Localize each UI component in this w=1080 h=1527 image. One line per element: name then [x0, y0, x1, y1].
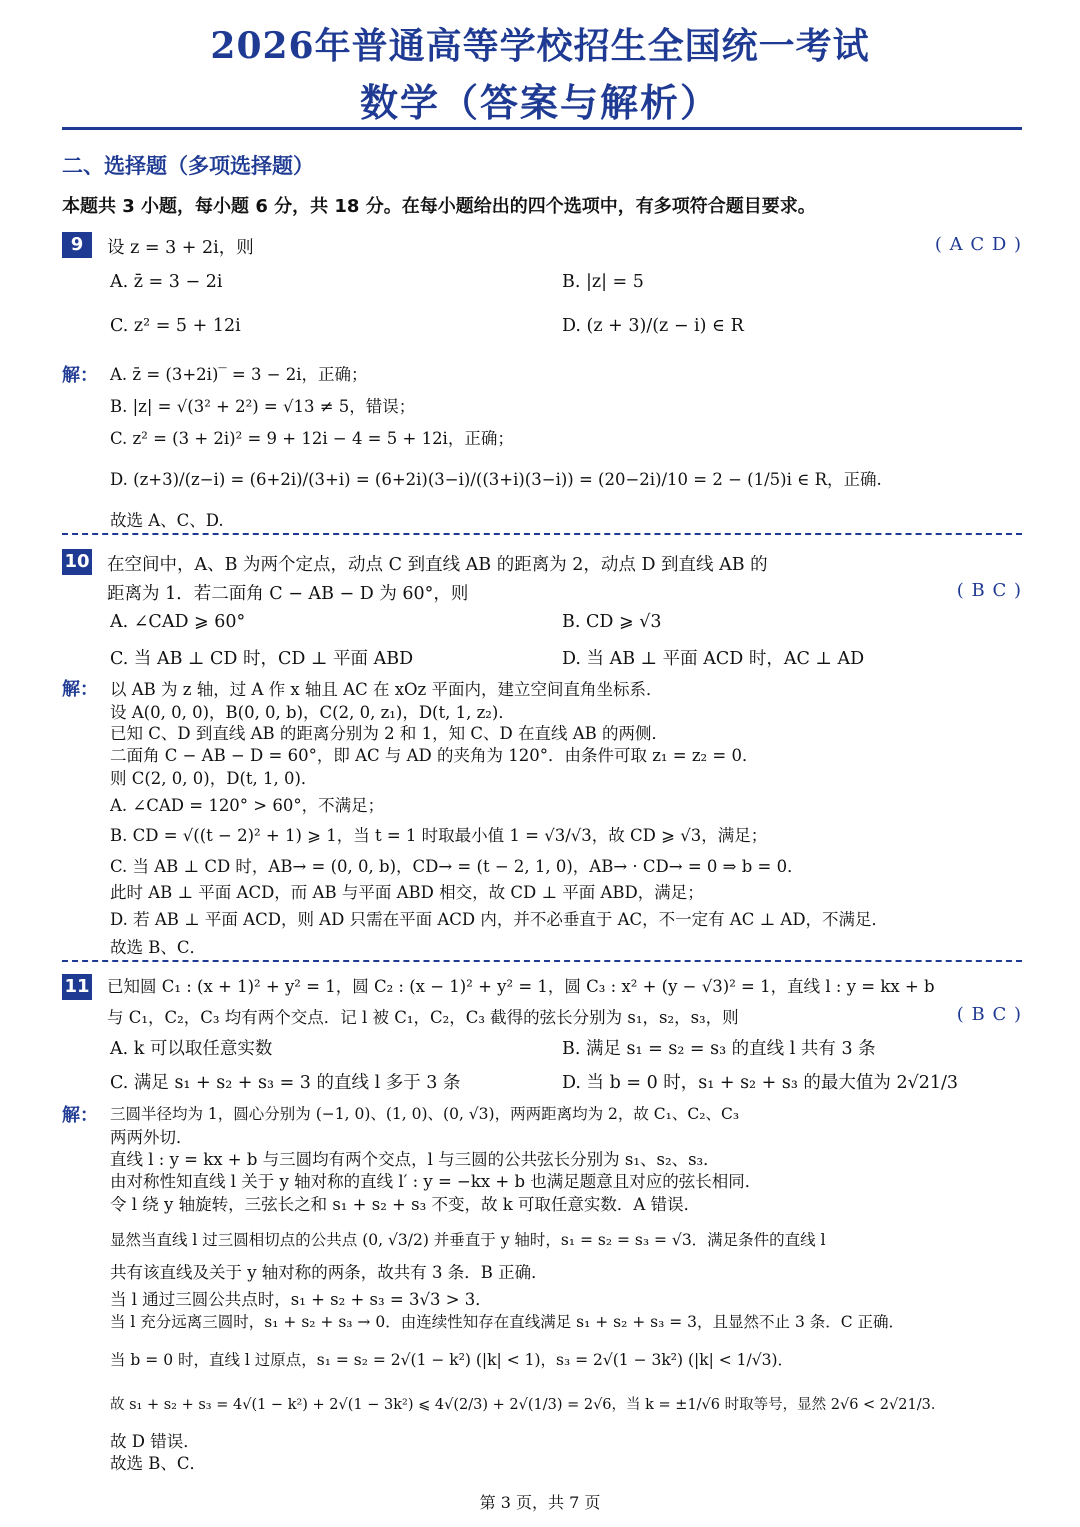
solution-line: 以 AB 为 z 轴，过 A 作 x 轴且 AC 在 xOz 平面内，建立空间直角坐标系． [110, 680, 663, 699]
answer-key: ( B C ) [956, 580, 1022, 601]
solution-line: 当 l 通过三圆公共点时，s₁ + s₂ + s₃ = 3√3 > 3． [110, 1290, 492, 1309]
option-c: C. 当 AB ⊥ CD 时，CD ⊥ 平面 ABD [110, 649, 414, 669]
solution-line: B. |z| = √(3² + 2²) = √13 ≠ 5，错误； [110, 397, 416, 416]
option-d: D. 当 AB ⊥ 平面 ACD 时，AC ⊥ AD [562, 649, 865, 669]
solution-conclusion: 故选 A、C、D. [110, 511, 224, 530]
question-number-badge: 10 [62, 549, 92, 575]
option-a: A. ∠CAD ⩾ 60° [110, 612, 246, 632]
question-stem: 已知圆 C₁ : (x + 1)² + y² = 1，圆 C₂ : (x − 1)² + y² = 1，圆 C₃ : x² + (y − √3)² = 1，直线 l : y = kx + b [107, 977, 935, 996]
question-number-badge: 11 [62, 974, 92, 1000]
header-rule [62, 127, 1022, 130]
solution-label: 解： [62, 679, 98, 700]
solution-conclusion: 故选 B、C． [110, 938, 206, 957]
answer-key: ( A C D ) [934, 234, 1022, 255]
option-d: D. 当 b = 0 时，s₁ + s₂ + s₃ 的最大值为 2√21/3 [562, 1073, 959, 1093]
solution-line: 故 s₁ + s₂ + s₃ = 4√(1 − k²) + 2√(1 − 3k²) ⩽ 4√(2/3) + 2√(1/3) = 2√6，当 k = ±1/√6 时取等号，显然 2√6 < 2√21/3． [110, 1397, 946, 1413]
solution-line: A. ∠CAD = 120° > 60°，不满足； [110, 796, 385, 815]
solution-line: 由对称性知直线 l 关于 y 轴对称的直线 l′ : y = −kx + b 也满足题意且对应的弦长相同． [110, 1172, 762, 1191]
section-intro: 本题共 3 小题，每小题 6 分，共 18 分。在每小题给出的四个选项中，有多项符合题目要求。 [62, 196, 816, 217]
solution-line: 三圆半径均为 1，圆心分别为 (−1, 0)、(1, 0)、(0, √3)，两两距离均为 2，故 C₁、C₂、C₃ [110, 1105, 740, 1123]
solution-line: D. 若 AB ⊥ 平面 ACD，则 AD 只需在平面 ACD 内，并不必垂直于 AC，不一定有 AC ⊥ AD，不满足． [110, 910, 889, 929]
solution-line: C. z² = (3 + 2i)² = 9 + 12i − 4 = 5 + 12i，正确； [110, 429, 514, 448]
solution-line: 直线 l : y = kx + b 与三圆均有两个交点，l 与三圆的公共弦长分别为 s₁、s₂、s₃． [110, 1150, 720, 1169]
option-a: A. z̄ = 3 − 2i [110, 272, 223, 292]
solution-line: 两两外切． [110, 1128, 193, 1147]
question-stem: 设 z = 3 + 2i，则 [107, 238, 254, 258]
answer-key: ( B C ) [956, 1004, 1022, 1025]
option-b: B. CD ⩾ √3 [562, 612, 662, 632]
question-divider [62, 960, 1022, 962]
question-stem: 与 C₁，C₂，C₃ 均有两个交点．记 l 被 C₁，C₂，C₃ 截得的弦长分别为 s₁，s₂，s₃，则 [107, 1008, 739, 1027]
solution-line: 此时 AB ⊥ 平面 ACD，而 AB 与平面 ABD 相交，故 CD ⊥ 平面 ABD，满足； [110, 883, 704, 902]
solution-line: A. z̄ = (3+2i)‾ = 3 − 2i，正确； [110, 365, 368, 384]
option-a: A. k 可以取任意实数 [110, 1039, 273, 1059]
solution-label: 解： [62, 365, 98, 386]
exam-subtitle: 数学（答案与解析） [359, 80, 720, 125]
option-c: C. z² = 5 + 12i [110, 316, 241, 336]
solution-line: 已知 C、D 到直线 AB 的距离分别为 2 和 1，知 C、D 在直线 AB 的两侧． [110, 724, 668, 743]
exam-title: 2026年普通高等学校招生全国统一考试 [210, 25, 870, 67]
option-d: D. (z + 3)/(z − i) ∈ R [562, 316, 744, 336]
solution-line: B. CD = √((t − 2)² + 1) ⩾ 1，当 t = 1 时取最小值 1 = √3/√3，故 CD ⩾ √3，满足； [110, 826, 768, 845]
option-b: B. |z| = 5 [562, 272, 644, 292]
question-number-badge: 9 [62, 232, 92, 258]
option-c: C. 满足 s₁ + s₂ + s₃ = 3 的直线 l 多于 3 条 [110, 1073, 461, 1093]
solution-conclusion: 故选 B、C． [110, 1454, 206, 1473]
option-b: B. 满足 s₁ = s₂ = s₃ 的直线 l 共有 3 条 [562, 1039, 876, 1059]
solution-line: C. 当 AB ⊥ CD 时，AB→ = (0, 0, b)，CD→ = (t − 2, 1, 0)，AB→ · CD→ = 0 ⇒ b = 0． [110, 857, 804, 876]
solution-label: 解： [62, 1105, 98, 1126]
solution-line: 令 l 绕 y 轴旋转，三弦长之和 s₁ + s₂ + s₃ 不变，故 k 可取任意实数．A 错误． [110, 1195, 701, 1214]
solution-line: 故 D 错误． [110, 1432, 200, 1451]
solution-line: 二面角 C − AB − D = 60°，即 AC 与 AD 的夹角为 120°．由条件可取 z₁ = z₂ = 0． [110, 746, 759, 765]
solution-line: 显然当直线 l 过三圆相切点的公共点 (0, √3/2) 并垂直于 y 轴时，s₁ = s₂ = s₃ = √3．满足条件的直线 l [110, 1231, 826, 1249]
solution-line: 当 l 充分远离三圆时，s₁ + s₂ + s₃ → 0．由连续性知存在直线满足 s₁ + s₂ + s₃ = 3，且显然不止 3 条．C 正确． [110, 1313, 905, 1331]
question-stem: 在空间中，A、B 为两个定点，动点 C 到直线 AB 的距离为 2，动点 D 到直线 AB 的 [107, 555, 768, 575]
solution-line: 当 b = 0 时，直线 l 过原点，s₁ = s₂ = 2√(1 − k²) (|k| < 1)，s₃ = 2√(1 − 3k²) (|k| < 1/√3)． [110, 1351, 794, 1369]
question-stem: 距离为 1．若二面角 C − AB − D 为 60°，则 [107, 584, 469, 604]
page-number: 第 3 页，共 7 页 [479, 1493, 601, 1512]
solution-line: 则 C(2, 0, 0)，D(t, 1, 0)． [110, 769, 318, 788]
section-title: 二、选择题（多项选择题） [62, 154, 314, 178]
solution-line: 共有该直线及关于 y 轴对称的两条，故共有 3 条．B 正确． [110, 1263, 548, 1282]
solution-line: 设 A(0, 0, 0)，B(0, 0, b)，C(2, 0, z₁)，D(t, 1, z₂)． [110, 703, 515, 722]
question-divider [62, 533, 1022, 535]
solution-line: D. (z+3)/(z−i) = (6+2i)/(3+i) = (6+2i)(3−i)/((3+i)(3−i)) = (20−2i)/10 = 2 − (1/5)i ∈ R，正确. [110, 470, 882, 489]
